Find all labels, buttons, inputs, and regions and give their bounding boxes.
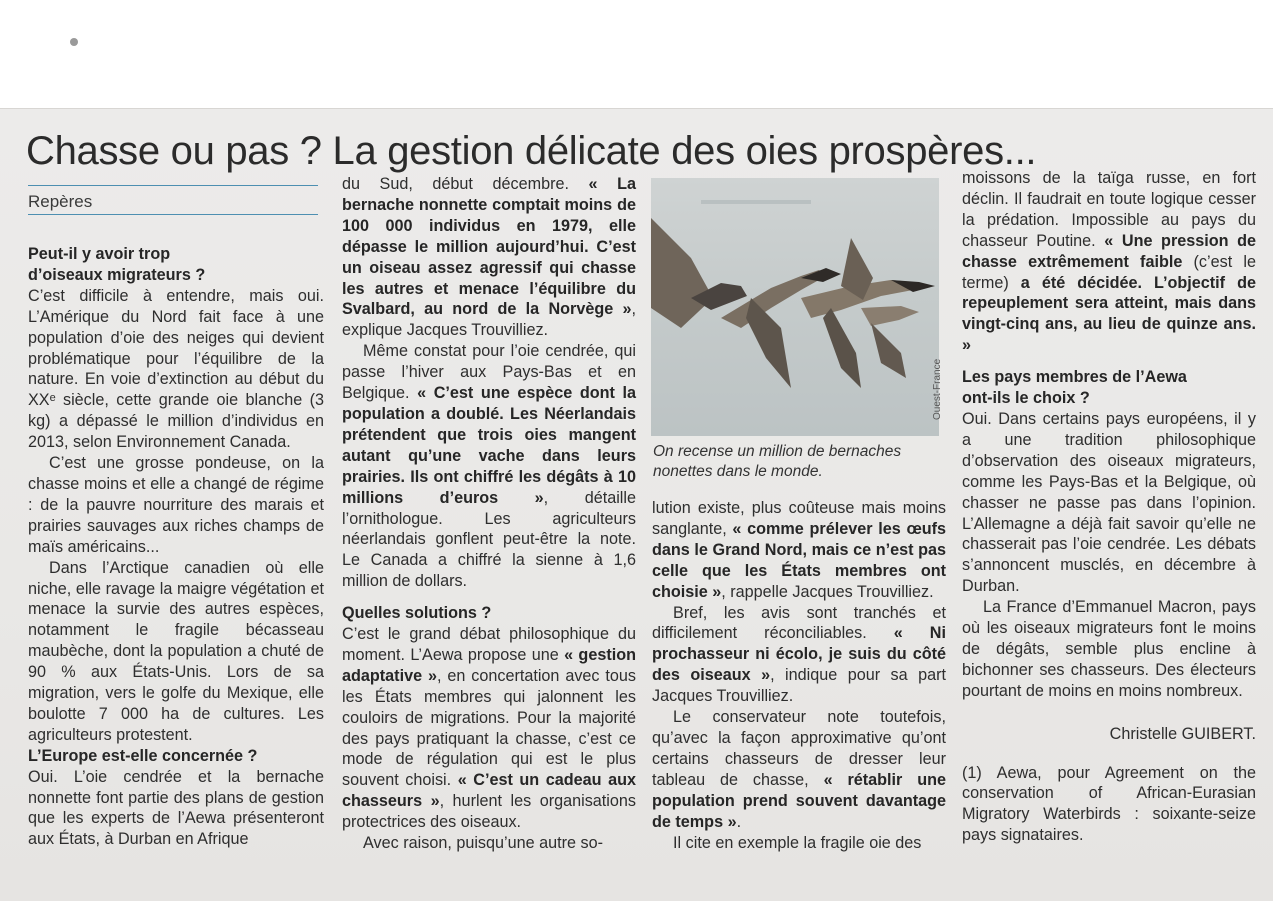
photo-caption: On recense un million de bernaches nonettes dans le monde.: [653, 443, 902, 480]
question-heading-2: L’Europe est-elle concernée ?: [28, 746, 258, 765]
photo-credit: Ouest-France: [932, 358, 943, 420]
reperes-rule-top: [28, 185, 318, 186]
quote: « Ni prochasseur ni écolo, je suis du côté des oiseaux »: [652, 624, 946, 685]
quote: « comme prélever les œufs dans le Grand Nord, mais ce n’est pas celle que les États membres ont choisie »: [652, 519, 947, 601]
question-heading-4a: Les pays membres de l’Aewa: [962, 368, 1187, 387]
quote: « La bernache nonnette comptait moins de 100 000 individus en 1979, elle dépasse le million aujourd’hui. C’est un oiseau assez agressif qui chasse les autres et menace l’équilibre du Svalbard, au nord de la Norvège »: [342, 175, 636, 319]
question-heading-1b: d’oiseaux migrateurs ?: [28, 265, 206, 284]
paragraph: Avec raison, puisqu’une autre so-: [363, 834, 604, 853]
quote: « rétablir une population prend souvent davantage de temps »: [652, 770, 946, 831]
paragraph: Bref, les avis sont tranchés et difficilement réconciliables. « Ni prochasseur ni écolo, je suis du côté des oiseaux », indique pour sa part Jacques Trouvilliez.: [652, 603, 946, 706]
paragraph: La France d’Emmanuel Macron, pays où les oiseaux migrateurs font le moins de dégâts, semble plus encline à bichonner ses chasseurs. Des électeurs pourtant de moins en moins nombreux.: [962, 598, 1256, 700]
question-heading-3: Quelles solutions ?: [342, 604, 492, 623]
paragraph: du Sud, début décembre. « La bernache nonnette comptait moins de 100 000 individus en 1979, elle dépasse le million aujourd’hui. C’est un oiseau assez agressif qui chasse les autres et menace l’équilibre du Svalbard, au nord de la Norvège », explique Jacques Trouvilliez.: [342, 175, 636, 340]
paragraph: C’est le grand débat philosophique du moment. L’Aewa propose une « gestion adaptative », en concertation avec tous les États membres qui jalonnent les couloirs de migrations. Pour la majorité des pays pratiquant la chasse, c’est ce mode de régulation qui est le plus souvent choisi. « C’est un cadeau aux chasseurs », hurlent les organisations protectrices des oiseaux.: [342, 625, 636, 832]
paragraph: Oui. Dans certains pays européens, il y a une tradition philosophique d’observation des oiseaux migrateurs, comme les Pays-Bas et la Belgique, où chasser ne passe pas dans l’opinion. L’Allemagne a déjà fait savoir qu’elle ne chasserait pas l’oie cendrée. Les débats s’annoncent musclés, en décembre à Durban.: [962, 409, 1256, 596]
quote: « C’est une espèce dont la population a doublé. Les Néerlandais prétendent que trois oies mangent autant qu’une vache dans leurs prairies. Ils ont chiffré les dégâts à 10 millions d’euros »: [342, 384, 637, 507]
column-1: [28, 244, 324, 850]
paragraph: Oui. L’oie cendrée et la bernache nonnette font partie des plans de gestion que les experts de l’Aewa présenteront aux États, à Durban en Afrique: [28, 767, 324, 849]
column-4: [962, 168, 1256, 846]
paragraph: C’est difficile à entendre, mais oui. L’Amérique du Nord fait face à une population d’oie des neiges qui devient problématique pour l’équilibre de la nature. En voie d’extinction au début du XXᵉ siècle, cette grande oie blanche (3 kg) a dépassé le million d’individus en 2013, selon Environnement Canada.: [28, 286, 324, 452]
dust-speck: [70, 38, 78, 46]
paragraph: moissons de la taïga russe, en fort déclin. Il faudrait en toute logique cesser la prédation. Impossible au pays du chasseur Poutine. « Une pression de chasse extrêmement faible (c’est le terme) a été décidée. L’objectif de repeuplement sera atteint, mais dans vingt-cinq ans, au lieu de quinze ans. »: [962, 169, 1257, 355]
paragraph: lution existe, plus coûteuse mais moins sanglante, « comme prélever les œufs dans le Grand Nord, mais ce n’est pas celle que les États membres ont choisie », rappelle Jacques Trouvilliez.: [652, 499, 947, 601]
paragraph: Dans l’Arctique canadien où elle niche, elle ravage la maigre végétation et menace la survie des autres espèces, notamment le fragile bécasseau maubèche, dont la population a chuté de 90 % aux États-Unis. Lors de sa migration, vers le golfe du Mexique, elle boulotte 7 000 ha de cultures. Les agriculteurs protestent.: [28, 558, 324, 744]
paragraph: Même constat pour l’oie cendrée, qui passe l’hiver aux Pays-Bas et en Belgique. « C’est une espèce dont la population a doublé. Les Néerlandais prétendent que trois oies mangent autant qu’une vache dans leurs prairies. Ils ont chiffré les dégâts à 10 millions d’euros », détaille l’ornithologue. Les agriculteurs néerlandais gonflent peut-être la note. Le Canada a chiffré la sienne à 1,6 million de dollars.: [342, 342, 637, 591]
quote: « gestion adaptative »: [342, 645, 636, 685]
author-signature: Christelle GUIBERT.: [1109, 724, 1256, 743]
reperes-rule-bottom: [28, 214, 318, 215]
question-heading-4b: ont-ils le choix ?: [962, 389, 1090, 408]
reperes-label: Repères: [28, 192, 93, 211]
footnote: (1) Aewa, pour Agreement on the conservation of African-Eurasian Migratory Waterbirds : soixante-seize pays signataires.: [962, 763, 1256, 845]
paragraph: C’est une grosse pondeuse, on la chasse moins et elle a changé de régime : de la pauvre nourriture des marais et prairies sauvages aux riches champs de maïs américains...: [28, 454, 324, 556]
column-3: [652, 498, 946, 853]
paragraph: Il cite en exemple la fragile oie des: [673, 833, 922, 852]
quote: « C’est un cadeau aux chasseurs »: [342, 771, 636, 811]
quote: « Une pression de chasse extrêmement faible: [962, 231, 1257, 271]
paragraph: Le conservateur note toutefois, qu’avec la façon approximative qu’ont certains chasseurs de dresser leur tableau de chasse, « rétablir une population prend souvent davantage de temps ».: [652, 708, 946, 831]
geese-photo: [651, 178, 939, 436]
column-2: [342, 174, 636, 854]
headline: Chasse ou pas ? La gestion délicate des oies prospères...: [26, 129, 1037, 173]
quote: a été décidée. L’objectif de repeuplement sera atteint, mais dans vingt-cinq ans, au lieu de quinze ans. »: [962, 273, 1256, 355]
question-heading-1a: Peut-il y avoir trop: [28, 245, 171, 263]
